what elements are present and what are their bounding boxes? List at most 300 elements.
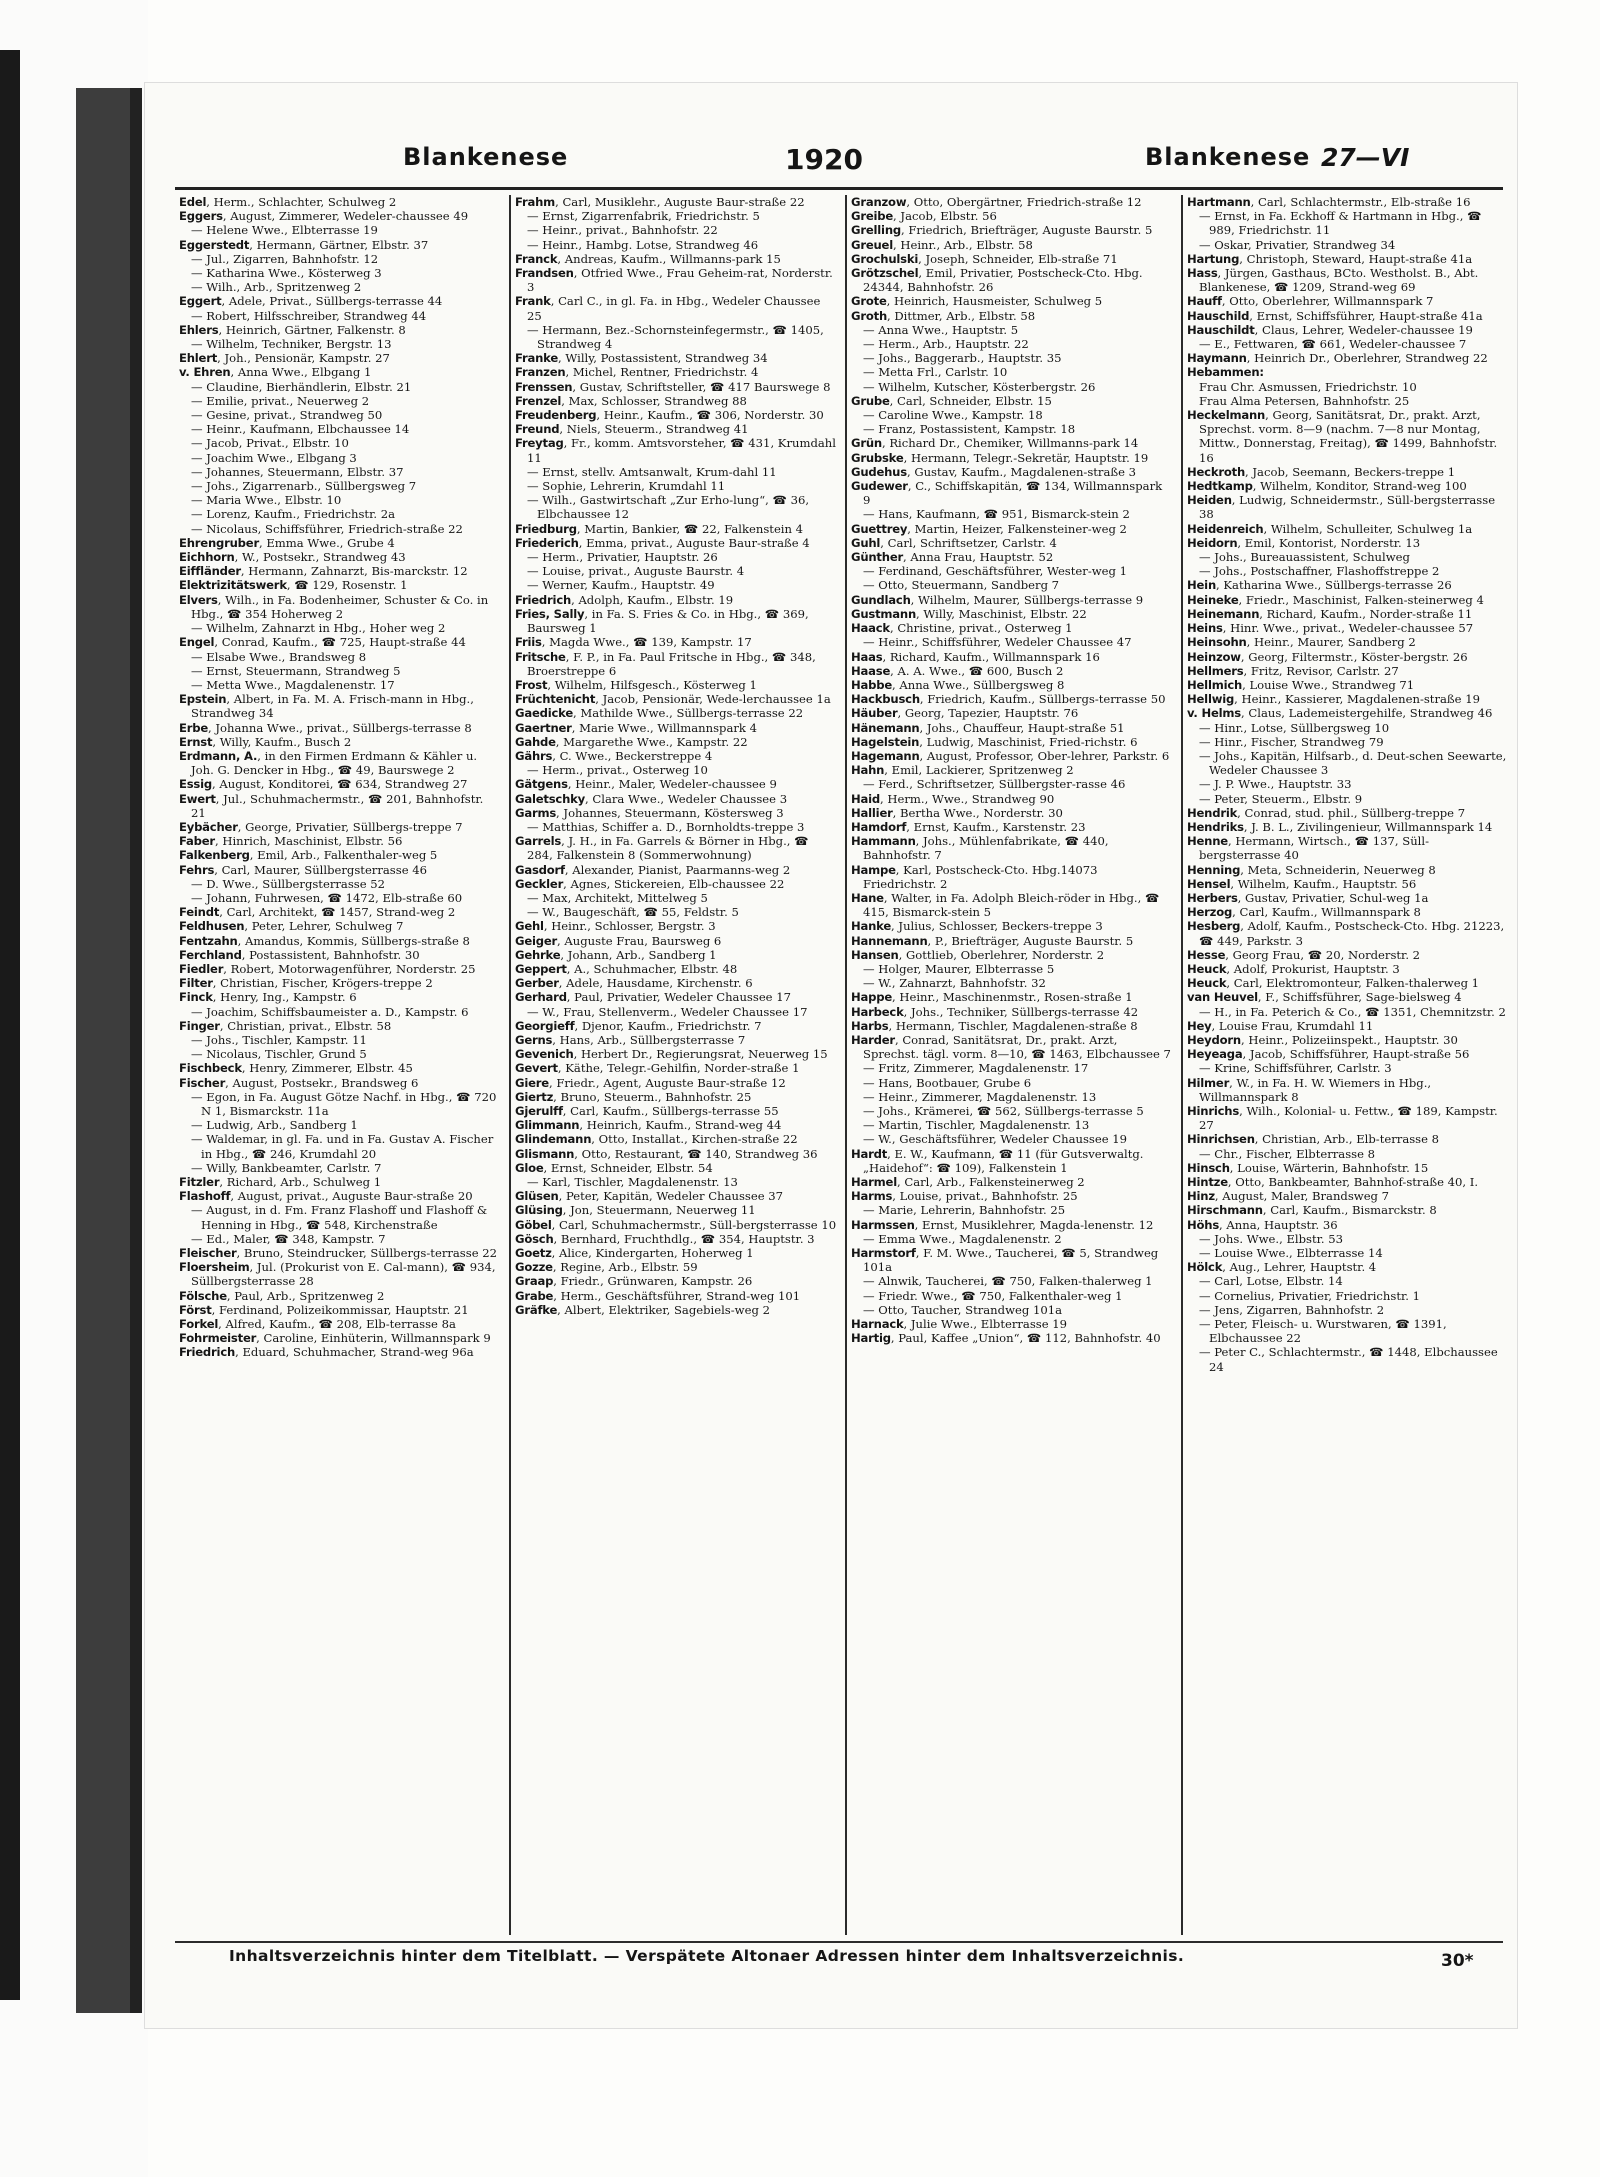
entry-surname: Greibe (851, 209, 894, 224)
entry-surname: Grube (851, 393, 890, 408)
entry-surname: Geckler (515, 876, 564, 891)
entry-details: Claus, Lehrer, Wedeler-chaussee 19 (1261, 322, 1473, 337)
entry-details: Amandus, Kommis, Süllbergs-straße 8 (244, 933, 470, 948)
directory-entry: Grubske, Hermann, Telegr.-Sekretär, Hauptstr. 19 (851, 450, 1149, 465)
entry-surname: Gehrke (515, 947, 561, 962)
entry-details: Heinrich Dr., Oberlehrer, Strandweg 22 (1254, 351, 1488, 366)
column-divider (845, 195, 847, 1935)
directory-entry (1187, 337, 1509, 351)
directory-entry: Hendrik, Conrad, stud. phil., Süllberg-treppe 7 (1187, 805, 1466, 820)
entry-details: August, Postsekr., Brandsweg 6 (232, 1075, 419, 1090)
directory-entry: Hellwig, Heinr., Kassierer, Magdalenen-straße 19 (1187, 692, 1480, 707)
entry-surname: Gasdorf (515, 862, 565, 877)
directory-entry (1187, 792, 1509, 806)
entry-surname: Finck (179, 990, 213, 1005)
directory-entry: Greuel, Heinr., Arb., Elbstr. 58 (851, 237, 1033, 252)
entry-details: — Wilhelm, Kutscher, Kösterbergstr. 26 (863, 379, 1096, 394)
entry-surname: Fehrs (179, 862, 215, 877)
entry-details: Bruno, Steindrucker, Süllbergs-terrasse 22 (243, 1246, 498, 1261)
entry-details: Otto, Bankbeamter, Bahnhof-straße 40, I. (1235, 1175, 1479, 1190)
directory-entry: Gustmann, Willy, Maschinist, Elbstr. 22 (851, 606, 1087, 621)
entry-details: — Hans, Bootbauer, Grube 6 (863, 1075, 1032, 1090)
directory-entry: Gloe, Ernst, Schneider, Elbstr. 54 (515, 1160, 713, 1175)
entry-details: — Caroline Wwe., Kampstr. 18 (863, 408, 1043, 423)
entry-details: Adolph, Kaufm., Elbstr. 19 (578, 592, 734, 607)
entry-surname: Falkenberg (179, 848, 250, 863)
directory-entry (179, 1132, 501, 1160)
directory-entry (179, 493, 501, 507)
entry-details: Gustav, Kaufm., Magdalenen-straße 3 (914, 464, 1137, 479)
entry-details: August, Maler, Brandsweg 7 (1222, 1189, 1390, 1204)
entry-details: Wilh., in Fa. Bodenheimer, Schuster & Co. in Hbg., ☎ 354 Hoherweg 2 (191, 592, 489, 621)
directory-entry: Ehlert, Joh., Pensionär, Kampstr. 27 (179, 351, 390, 366)
directory-entry: Eichhorn, W., Postsekr., Strandweg 43 (179, 550, 406, 565)
entry-surname: Giertz (515, 1089, 554, 1104)
entry-details: Hinrich, Maschinist, Elbstr. 56 (222, 834, 403, 849)
directory-entry: Grelling, Friedrich, Briefträger, Auguste Baurstr. 5 (851, 223, 1153, 238)
entry-surname: Hein (1187, 578, 1216, 593)
entry-details: Heinrich, Hausmeister, Schulweg 5 (893, 294, 1103, 309)
entry-surname: Frahm (515, 195, 556, 209)
entry-details: — Anna Wwe., Hauptstr. 5 (863, 322, 1019, 337)
directory-entry: Hagemann, August, Professor, Ober-lehrer, Parkstr. 6 (851, 748, 1170, 763)
entry-details: Carl, Architekt, ☎ 1457, Strand-weg 2 (226, 905, 456, 920)
directory-entry: Gräfke, Albert, Elektriker, Sagebiels-weg 2 (515, 1302, 770, 1317)
entry-surname: Harmel (851, 1175, 897, 1190)
entry-details: — Johann, Fuhrwesen, ☎ 1472, Elb-straße 60 (191, 890, 463, 905)
entry-surname: Ewert (179, 791, 216, 806)
entry-details: Christian, Arb., Elb-terrasse 8 (1262, 1132, 1440, 1147)
directory-entry: Hampe, Karl, Postscheck-Cto. Hbg.14073 Friedrichstr. 2 (851, 862, 1098, 891)
entry-surname: Elektrizitätswerk (179, 578, 287, 593)
entry-details: Andreas, Kaufm., Willmanns-park 15 (564, 251, 781, 266)
entry-surname: Hölck (1187, 1260, 1223, 1275)
entry-details: Louise Frau, Krumdahl 11 (1218, 1018, 1374, 1033)
entry-details: Georg Frau, ☎ 20, Norderstr. 2 (1232, 947, 1421, 962)
directory-entry: Haymann, Heinrich Dr., Oberlehrer, Strandweg 22 (1187, 351, 1488, 366)
entry-surname: Haid (851, 791, 880, 806)
directory-entry: Gährs, C. Wwe., Beckerstreppe 4 (515, 748, 713, 763)
directory-entry (515, 1005, 837, 1019)
entry-details: — Peter C., Schlachtermstr., ☎ 1448, Elbchaussee 24 (1199, 1345, 1498, 1374)
directory-entry (851, 365, 1173, 379)
directory-entry: Garms, Johannes, Steuermann, Köstersweg 3 (515, 805, 784, 820)
directory-entry: Hartig, Paul, Kaffee „Union“, ☎ 112, Bahnhofstr. 40 (851, 1331, 1161, 1346)
directory-entry (515, 465, 837, 479)
directory-entry: Edel, Herm., Schlachter, Schulweg 2 (179, 195, 397, 209)
entry-surname: van Heuvel (1187, 990, 1258, 1005)
directory-entry (851, 976, 1173, 990)
entry-surname: Grochulski (851, 251, 919, 266)
entry-details: August, Professor, Ober-lehrer, Parkstr. 6 (926, 748, 1170, 763)
entry-details: — W., Frau, Stellenverm., Wedeler Chaussee 17 (527, 1004, 808, 1019)
entry-surname: Granzow (851, 195, 907, 209)
directory-entry: Fiedler, Robert, Motorwagenführer, Norderstr. 25 (179, 961, 476, 976)
directory-entry (515, 493, 837, 521)
directory-entry: Gehl, Heinr., Schlosser, Bergstr. 3 (515, 919, 716, 934)
directory-entry (1187, 1246, 1509, 1260)
entry-surname: Freudenberg (515, 408, 597, 423)
entry-details: August, privat., Auguste Baur-straße 20 (237, 1189, 473, 1204)
directory-entry: Hagelstein, Ludwig, Maschinist, Fried-richstr. 6 (851, 734, 1138, 749)
directory-entry: Ewert, Jul., Schuhmachermstr., ☎ 201, Bahnhofstr. 21 (179, 791, 484, 820)
directory-entry: Ehrengruber, Emma Wwe., Grube 4 (179, 535, 395, 550)
directory-entry: Garrels, J. H., in Fa. Garrels & Börner in Hbg., ☎ 284, Falkenstein 8 (Sommerwohnung) (515, 834, 809, 863)
entry-surname: Friedburg (515, 521, 577, 536)
directory-entry (851, 1232, 1173, 1246)
directory-entry: Ehlers, Heinrich, Gärtner, Falkenstr. 8 (179, 322, 406, 337)
entry-surname: Hartig (851, 1331, 891, 1346)
entry-surname: Heuck (1187, 976, 1227, 991)
directory-entry: Gaertner, Marie Wwe., Willmannspark 4 (515, 720, 758, 735)
entry-details: — Lorenz, Kaufm., Friedrichstr. 2a (191, 507, 396, 522)
directory-entry: Heidenreich, Wilhelm, Schulleiter, Schulweg 1a (1187, 521, 1473, 536)
entry-surname: Fentzahn (179, 933, 238, 948)
entry-details: — Hinr., Fischer, Strandweg 79 (1199, 734, 1384, 749)
entry-details: Hermann, Tischler, Magdalenen-straße 8 (895, 1018, 1138, 1033)
directory-entry: Frenzel, Max, Schlosser, Strandweg 88 (515, 393, 747, 408)
directory-entry: Gundlach, Wilhelm, Maurer, Süllbergs-terrasse 9 (851, 592, 1144, 607)
footer-rule (175, 1941, 1503, 1943)
entry-details: Ernst, Musiklehrer, Magda-lenenstr. 12 (922, 1217, 1154, 1232)
entry-details: — Fritz, Zimmerer, Magdalenenstr. 17 (863, 1061, 1089, 1076)
entry-details: — Hermann, Bez.-Schornsteinfegermstr., ☎ 1405, Strandweg 4 (527, 322, 824, 352)
entry-details: Heinr., Arb., Elbstr. 58 (900, 237, 1033, 252)
entry-details: Friedr., Maschinist, Falken-steinerweg 4 (1245, 592, 1484, 607)
entry-surname: Fleischer (179, 1246, 237, 1261)
entry-surname: Finger (179, 1018, 220, 1033)
entry-surname: Feindt (179, 905, 220, 920)
entry-details: — Wilhelm, Zahnarzt in Hbg., Hoher weg 2 (191, 621, 446, 636)
directory-entry: Henne, Hermann, Wirtsch., ☎ 137, Süll-bergsterrasse 40 (1187, 834, 1429, 863)
entry-details: Richard, Arb., Schulweg 1 (226, 1175, 382, 1190)
entry-details: Louise Wwe., Strandweg 71 (1249, 677, 1415, 692)
entry-surname: Ernst (179, 734, 213, 749)
directory-entry (851, 1132, 1173, 1146)
entry-surname: Först (179, 1302, 212, 1317)
entry-details: — Joachim, Schiffsbaumeister a. D., Kampstr. 6 (191, 1004, 469, 1019)
directory-entry: Hendriks, J. B. L., Zivilingenieur, Willmannspark 14 (1187, 819, 1493, 834)
directory-entry: Eggerstedt, Hermann, Gärtner, Elbstr. 37 (179, 237, 429, 252)
entry-details: Max, Schlosser, Strandweg 88 (568, 393, 747, 408)
directory-entry: Falkenberg, Emil, Arb., Falkenthaler-weg 5 (179, 848, 438, 863)
entry-details: — W., Geschäftsführer, Wedeler Chaussee 19 (863, 1132, 1128, 1147)
entry-details: W., Postsekr., Strandweg 43 (242, 550, 406, 565)
entry-surname: Gätgens (515, 777, 568, 792)
directory-entry: Hallier, Bertha Wwe., Norderstr. 30 (851, 805, 1063, 820)
directory-entry: Hölck, Aug., Lehrer, Hauptstr. 4 (1187, 1260, 1377, 1275)
entry-surname: Erdmann, A. (179, 748, 258, 763)
entry-surname: Gloe (515, 1160, 544, 1175)
entry-surname: Gerber (515, 976, 559, 991)
directory-entry: Henning, Meta, Schneiderin, Neuerweg 8 (1187, 862, 1436, 877)
directory-entry: Heuck, Carl, Elektromonteur, Falken-thalerweg 1 (1187, 976, 1480, 991)
entry-details: — Peter, Fleisch- u. Wurstwaren, ☎ 1391, Elbchaussee 22 (1199, 1317, 1447, 1346)
entry-details: Johanna Wwe., privat., Süllbergs-terrasse 8 (215, 720, 472, 735)
directory-entry: Hauschild, Ernst, Schiffsführer, Haupt-straße 41a (1187, 308, 1483, 323)
entry-details: Heinr., Schlosser, Bergstr. 3 (551, 919, 716, 934)
entry-details: Julie Wwe., Elbterrasse 19 (910, 1317, 1068, 1332)
directory-entry (1187, 550, 1509, 564)
entry-details: Heinr., Maler, Wedeler-chaussee 9 (575, 777, 777, 792)
entry-details: ☎ 129, Rosenstr. 1 (294, 578, 408, 593)
entry-details: — Carl, Lotse, Elbstr. 14 (1199, 1274, 1343, 1289)
footer-page-number: 30* (1441, 1951, 1474, 1971)
entry-details: — Johs., Bureauassistent, Schulweg (1199, 550, 1410, 565)
directory-entry (179, 1161, 501, 1175)
directory-entry (1187, 1317, 1509, 1345)
entry-surname: Hass (1187, 266, 1218, 281)
directory-entry: Hackbusch, Friedrich, Kaufm., Süllbergs-terrasse 50 (851, 692, 1166, 707)
entry-surname: Hartmann (1187, 195, 1251, 209)
entry-details: — Willy, Bankbeamter, Carlstr. 7 (191, 1160, 382, 1175)
entry-surname: Haack (851, 621, 890, 636)
entry-surname: Früchtenicht (515, 692, 596, 707)
entry-details: Louise, privat., Bahnhofstr. 25 (899, 1189, 1078, 1204)
entry-details: Michel, Rentner, Friedrichstr. 4 (572, 365, 759, 380)
directory-entry: Franke, Willy, Postassistent, Strandweg 34 (515, 351, 768, 366)
entry-surname: Hahn (851, 763, 885, 778)
entry-surname: Frenssen (515, 379, 573, 394)
entry-surname: Giere (515, 1075, 549, 1090)
entry-details: Richard, Kaufm., Willmannspark 16 (889, 649, 1100, 664)
directory-entry: Forkel, Alfred, Kaufm., ☎ 208, Elb-terrasse 8a (179, 1317, 456, 1332)
entry-surname: Hauschildt (1187, 322, 1255, 337)
entry-details: Carl, Schriftsetzer, Carlstr. 4 (887, 535, 1057, 550)
directory-entry (1187, 209, 1509, 237)
entry-surname: Graap (515, 1274, 554, 1289)
entry-details: Otto, Obergärtner, Friedrich-straße 12 (913, 195, 1142, 209)
entry-surname: Eybächer (179, 819, 238, 834)
entry-details: P., Briefträger, Auguste Baurstr. 5 (934, 933, 1134, 948)
entry-details: Johs., Mühlenfabrikate, ☎ 440, Bahnhofstr. 7 (863, 834, 1109, 863)
entry-details: Louise, Wärterin, Bahnhofstr. 15 (1237, 1160, 1429, 1175)
directory-entry (1187, 1289, 1509, 1303)
directory-entry: Fitzler, Richard, Arb., Schulweg 1 (179, 1175, 382, 1190)
directory-entry: Gösch, Bernhard, Fruchthdlg., ☎ 354, Hauptstr. 3 (515, 1231, 815, 1246)
directory-entry: Galetschky, Clara Wwe., Wedeler Chaussee 3 (515, 791, 788, 806)
directory-entry: Hein, Katharina Wwe., Süllbergs-terrasse 26 (1187, 578, 1452, 593)
entry-details: Carl C., in gl. Fa. in Hbg., Wedeler Chaussee 25 (527, 294, 821, 323)
entry-surname: Hansen (851, 947, 899, 962)
entry-details: Carl, Arb., Falkensteinerweg 2 (904, 1175, 1085, 1190)
entry-details: Heinr., Kaufm., ☎ 306, Norderstr. 30 (603, 408, 824, 423)
directory-entry: Göbel, Carl, Schuhmachermstr., Süll-bergsterrasse 10 (515, 1217, 837, 1232)
directory-entry: Hane, Walter, in Fa. Adolph Bleich-röder in Hbg., ☎ 415, Bismarck-stein 5 (851, 890, 1160, 920)
directory-entry: Ernst, Willy, Kaufm., Busch 2 (179, 734, 352, 749)
entry-surname: Hellmich (1187, 677, 1243, 692)
directory-column-1 (179, 195, 501, 1945)
entry-details: — Louise, privat., Auguste Baurstr. 4 (527, 564, 745, 579)
entry-details: Jacob, Seemann, Beckers-treppe 1 (1252, 464, 1456, 479)
entry-surname: Guettrey (851, 521, 908, 536)
directory-entry: Gevenich, Herbert Dr., Regierungsrat, Neuerweg 15 (515, 1047, 828, 1062)
entry-details: Heinr., Polizeiinspekt., Hauptstr. 30 (1248, 1032, 1458, 1047)
entry-details: Paul, Privatier, Wedeler Chaussee 17 (574, 990, 791, 1005)
entry-details: Wilhelm, Schulleiter, Schulweg 1a (1270, 521, 1473, 536)
entry-surname: Essig (179, 777, 212, 792)
directory-entry: Gerber, Adele, Hausdame, Kirchenstr. 6 (515, 976, 753, 991)
entry-surname: Gräfke (515, 1302, 558, 1317)
directory-entry: Grabe, Herm., Geschäftsführer, Strand-weg 101 (515, 1288, 801, 1303)
directory-entry: Höhs, Anna, Hauptstr. 36 (1187, 1217, 1338, 1232)
entry-surname: Haymann (1187, 351, 1247, 366)
directory-entry: Feldhusen, Peter, Lehrer, Schulweg 7 (179, 919, 404, 934)
entry-details: — Heinr., Kaufmann, Elbchaussee 14 (191, 422, 410, 437)
directory-entry (515, 891, 837, 905)
entry-surname: Hendrik (1187, 805, 1238, 820)
entry-details: Friedrich, Briefträger, Auguste Baurstr. 5 (908, 223, 1153, 238)
entry-details: Willy, Maschinist, Elbstr. 22 (923, 606, 1087, 621)
entry-surname: Herzog (1187, 905, 1233, 920)
entry-surname: Günther (851, 550, 904, 565)
entry-surname: Flashoff (179, 1189, 231, 1204)
entry-surname: Grelling (851, 223, 901, 238)
directory-entry (851, 1289, 1173, 1303)
directory-entry: Finck, Henry, Ing., Kampstr. 6 (179, 990, 357, 1005)
directory-entry: Gehrke, Johann, Arb., Sandberg 1 (515, 947, 717, 962)
entry-details: — Joachim Wwe., Elbgang 3 (191, 450, 357, 465)
entry-details: Richard Dr., Chemiker, Willmanns-park 14 (889, 436, 1139, 451)
entry-surname: Grün (851, 436, 882, 451)
entry-surname: Fiedler (179, 961, 224, 976)
directory-entry: Filter, Christian, Fischer, Krögers-treppe 2 (179, 976, 433, 991)
entry-details: Carl, Kaufm., Süllbergs-terrasse 55 (570, 1104, 779, 1118)
directory-entry (851, 507, 1173, 521)
entry-details: — Helene Wwe., Elbterrasse 19 (191, 223, 378, 238)
entry-details: — Alnwik, Taucherei, ☎ 750, Falken-thalerweg 1 (863, 1274, 1153, 1289)
page-header (145, 143, 1517, 189)
entry-details: Georg, Sanitätsrat, Dr., prakt. Arzt, Sprechst. vorm. 8—9 (nachm. 7—8 nur Montag, Mittw., Donnerstag, Freitag), ☎ 1499, Bahnhofstr. 16 (1199, 408, 1498, 465)
directory-entry: Erbe, Johanna Wwe., privat., Süllbergs-terrasse 8 (179, 720, 472, 735)
directory-entry (179, 1047, 501, 1061)
directory-entry: Hinrichsen, Christian, Arb., Elb-terrasse 8 (1187, 1132, 1440, 1147)
entry-surname: Harbs (851, 1018, 889, 1033)
entry-details: — Johannes, Steuermann, Elbstr. 37 (191, 464, 404, 479)
entry-surname: Gerns (515, 1032, 553, 1047)
entry-surname: Heinzow (1187, 649, 1241, 664)
directory-entry: Freudenberg, Heinr., Kaufm., ☎ 306, Norderstr. 30 (515, 408, 824, 423)
directory-entry: Hinrichs, Wilh., Kolonial- u. Fettw., ☎ 189, Kampstr. 27 (1187, 1104, 1498, 1133)
entry-surname: Hintze (1187, 1175, 1228, 1190)
entry-details: Aug., Lehrer, Hauptstr. 4 (1229, 1260, 1377, 1275)
entry-surname: Glindemann (515, 1132, 592, 1147)
entry-details: Martin, Bankier, ☎ 22, Falkenstein 4 (584, 521, 804, 536)
directory-entry (851, 323, 1173, 337)
directory-entry: Glindemann, Otto, Installat., Kirchen-straße 22 (515, 1132, 798, 1147)
directory-entry (515, 238, 837, 252)
directory-entry: Fohrmeister, Caroline, Einhüterin, Willmannspark 9 (179, 1331, 491, 1346)
directory-entry: Hirschmann, Carl, Kaufm., Bismarckstr. 8 (1187, 1203, 1437, 1218)
entry-details: Fr., komm. Amtsvorsteher, ☎ 431, Krumdahl 11 (527, 436, 836, 465)
directory-entry (851, 1303, 1173, 1317)
directory-entry: Habbe, Anna Wwe., Süllbergsweg 8 (851, 677, 1065, 692)
entry-surname: Heckroth (1187, 464, 1246, 479)
entry-details: A. A. Wwe., ☎ 600, Busch 2 (897, 663, 1064, 678)
entry-details: Gustav, Schriftsteller, ☎ 417 Baurswege 8 (579, 379, 831, 394)
directory-entry (1187, 735, 1509, 749)
entry-surname: Höhs (1187, 1217, 1220, 1232)
directory-entry (851, 635, 1173, 649)
entry-details: — Otto, Steuermann, Sandberg 7 (863, 578, 1060, 593)
entry-surname: Henning (1187, 862, 1241, 877)
entry-details: Herm., Geschäftsführer, Strand-weg 101 (560, 1288, 801, 1303)
directory-entry: Franck, Andreas, Kaufm., Willmanns-park 15 (515, 251, 781, 266)
directory-entry (851, 422, 1173, 436)
entry-details: Marie Wwe., Willmannspark 4 (579, 720, 758, 735)
entry-details: Anna Wwe., Süllbergsweg 8 (899, 677, 1065, 692)
directory-column-4 (1187, 195, 1509, 1945)
directory-entry: Hesberg, Adolf, Kaufm., Postscheck-Cto. Hbg. 21223, ☎ 449, Parkstr. 3 (1187, 919, 1505, 948)
entry-surname: Ehlers (179, 322, 219, 337)
entry-details: Otto, Installat., Kirchen-straße 22 (598, 1132, 798, 1147)
entry-surname: Edel (179, 195, 207, 209)
entry-surname: Filter (179, 976, 213, 991)
entry-details: — E., Fettwaren, ☎ 661, Wedeler-chaussee 7 (1199, 337, 1467, 352)
entry-details: Hermann, Zahnarzt, Bis-marckstr. 12 (248, 564, 468, 579)
directory-entry: Heinsohn, Heinr., Maurer, Sandberg 2 (1187, 635, 1416, 650)
entry-surname: Eggert (179, 294, 222, 309)
directory-entry: Faber, Hinrich, Maschinist, Elbstr. 56 (179, 834, 403, 849)
directory-entry (179, 380, 501, 394)
entry-surname: Harmssen (851, 1217, 915, 1232)
directory-entry (851, 777, 1173, 791)
directory-entry: Hedtkamp, Wilhelm, Konditor, Strand-weg 100 (1187, 479, 1467, 494)
entry-details: Claus, Lademeistergehilfe, Strandweg 46 (1248, 706, 1493, 721)
entry-details: Jacob, Elbstr. 56 (900, 209, 997, 224)
entry-surname: Göbel (515, 1217, 552, 1232)
directory-entry: Epstein, Albert, in Fa. M. A. Frisch-mann in Hbg., Strandweg 34 (179, 692, 474, 721)
directory-entry: Herbers, Gustav, Privatier, Schul-weg 1a (1187, 890, 1429, 905)
entry-details: — Waldemar, in gl. Fa. und in Fa. Gustav A. Fischer in Hbg., ☎ 246, Krumdahl 20 (191, 1132, 494, 1161)
directory-entry: Fehrs, Carl, Maurer, Süllbergsterrasse 46 (179, 862, 427, 877)
entry-surname: Garms (515, 805, 557, 820)
entry-details: — Matthias, Schiffer a. D., Bornholdts-treppe 3 (527, 819, 805, 834)
entry-details: Johann, Arb., Sandberg 1 (567, 947, 717, 962)
entry-details: Emma, privat., Auguste Baur-straße 4 (586, 535, 810, 550)
entry-surname: Hanke (851, 919, 892, 934)
entry-surname: Haas (851, 649, 883, 664)
directory-entry: Fischer, August, Postsekr., Brandsweg 6 (179, 1075, 419, 1090)
entry-details: Carl, Schuhmachermstr., Süll-bergsterrasse 10 (559, 1217, 837, 1232)
entry-details: Conrad, Sanitätsrat, Dr., prakt. Arzt, Sprechst. tägl. vorm. 8—10, ☎ 1463, Elbchaussee 7 (863, 1032, 1171, 1062)
entry-details: Caroline, Einhüterin, Willmannspark 9 (263, 1331, 491, 1346)
entry-details: — Jacob, Privat., Elbstr. 10 (191, 436, 349, 451)
entry-details: Willy, Postassistent, Strandweg 34 (565, 351, 768, 366)
directory-entry (179, 223, 501, 237)
directory-entry: Heins, Hinr. Wwe., privat., Wedeler-chaussee 57 (1187, 621, 1474, 636)
entry-surname: Hey (1187, 1018, 1212, 1033)
directory-entry (851, 1274, 1173, 1288)
entry-details: — J. P. Wwe., Hauptstr. 33 (1199, 777, 1352, 792)
directory-entry: Harms, Louise, privat., Bahnhofstr. 25 (851, 1189, 1078, 1204)
directory-entry: Franzen, Michel, Rentner, Friedrichstr. 4 (515, 365, 759, 380)
entry-details: Frau Alma Petersen, Bahnhofstr. 25 (1199, 393, 1410, 408)
header-place-right: Blankenese (1145, 143, 1311, 171)
entry-surname: Hinsch (1187, 1160, 1230, 1175)
entry-details: — Heinr., Zimmerer, Magdalenenstr. 13 (863, 1089, 1097, 1104)
entry-details: — Ludwig, Arb., Sandberg 1 (191, 1118, 358, 1133)
entry-details: Johs., Chauffeur, Haupt-straße 51 (926, 720, 1125, 735)
entry-details: Anna, Hauptstr. 36 (1226, 1217, 1338, 1232)
directory-entry (179, 436, 501, 450)
entry-details: Albert, in Fa. M. A. Frisch-mann in Hbg., Strandweg 34 (191, 692, 474, 721)
directory-entry: Gozze, Regine, Arb., Elbstr. 59 (515, 1260, 698, 1275)
entry-details: — Claudine, Bierhändlerin, Elbstr. 21 (191, 379, 412, 394)
entry-details: — Ferdinand, Geschäftsführer, Wester-weg 1 (863, 564, 1127, 579)
entry-surname: Hamdorf (851, 819, 907, 834)
entry-surname: Heins (1187, 621, 1223, 636)
